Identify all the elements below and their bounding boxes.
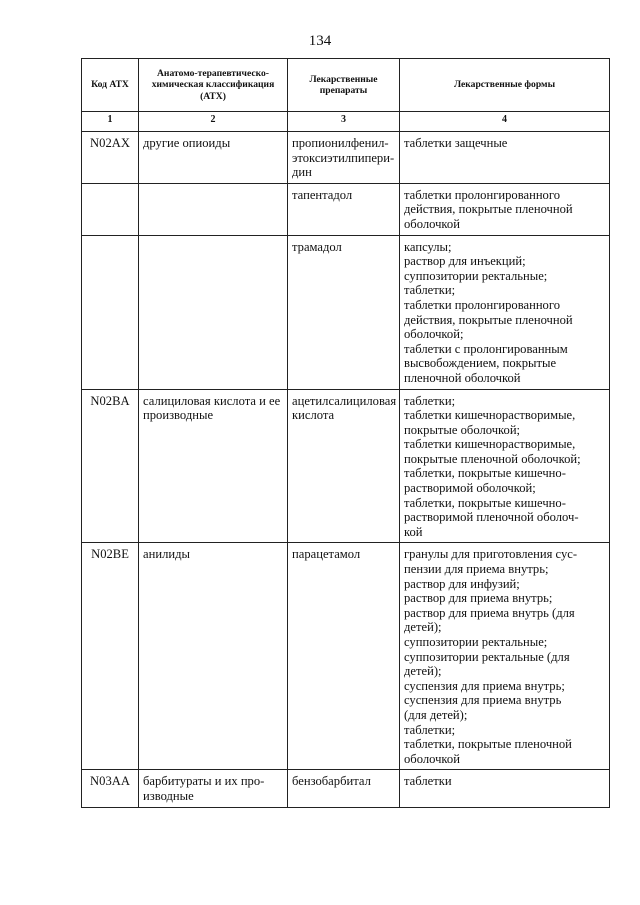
form-line: суппозитории ректальные (для [404, 649, 570, 664]
form-line: таблетки, покрытые пленочной [404, 737, 572, 752]
drug-line: бензобарбитал [292, 774, 371, 789]
form-line: суппозитории ректальные; [404, 268, 548, 283]
form-line: суспензия для приема внутрь [404, 693, 562, 708]
atx-code: N02BE [82, 543, 139, 770]
atx-code [82, 235, 139, 389]
drug-name [288, 132, 400, 184]
form-line: раствор для приема внутрь; [404, 591, 553, 606]
form-line: оболочкой [404, 751, 460, 766]
atx-classification: салициловая кислота и ее производные [139, 389, 288, 543]
form-line: таблетки [404, 774, 452, 789]
form-line: таблетки кишечнорастворимые, [404, 408, 576, 423]
header-classification: Анатомо-терапевтическо-химическая классификация (АТХ) [139, 59, 288, 112]
atx-classification [139, 183, 288, 235]
dosage-forms [400, 543, 610, 770]
atx-classification: анилиды [139, 543, 288, 770]
form-line: высвобождением, покрытые [404, 356, 557, 371]
dosage-forms [400, 235, 610, 389]
column-number: 3 [288, 112, 400, 132]
atx-code: N03AA [82, 770, 139, 807]
drug-line: пропионилфенил- [292, 136, 389, 150]
form-line: гранулы для приготовления сус- [404, 547, 578, 562]
header-code: Код АТХ [82, 59, 139, 112]
form-line: действия, покрытые пленочной [404, 202, 573, 217]
form-line: оболочкой; [404, 327, 464, 342]
form-line: таблетки кишечнорастворимые, [404, 437, 576, 452]
form-line: пленочной оболочкой [404, 370, 521, 385]
dosage-forms [400, 770, 610, 807]
form-line: (для детей); [404, 707, 468, 722]
form-line: таблетки; [404, 283, 456, 298]
form-line: раствор для приема внутрь (для [404, 605, 575, 620]
form-line: капсулы; [404, 239, 452, 254]
drug-name [288, 543, 400, 770]
atx-table [81, 58, 610, 808]
form-line: таблетки; [404, 722, 456, 737]
table-row [82, 389, 610, 543]
column-number: 4 [400, 112, 610, 132]
drug-name [288, 235, 400, 389]
form-line: раствор для инъекций; [404, 254, 526, 269]
form-line: таблетки; [404, 393, 456, 408]
drug-line: дин [292, 165, 312, 180]
form-line: детей); [404, 664, 442, 679]
page-number: 134 [308, 33, 332, 49]
form-line: оболочкой [404, 216, 460, 231]
drug-line: трамадол [292, 239, 342, 254]
dosage-forms [400, 183, 610, 235]
table-row [82, 543, 610, 770]
form-line: суспензия для приема внутрь; [404, 678, 565, 693]
atx-classification: другие опиоиды [139, 132, 288, 184]
atx-code: N02BA [82, 389, 139, 543]
atx-classification [139, 235, 288, 389]
atx-code [82, 183, 139, 235]
form-line: растворимой пленочной оболоч- [404, 510, 579, 525]
drug-line: ацетилсалициловая [292, 393, 397, 408]
form-line: покрытые пленочной оболочкой; [404, 451, 581, 466]
dosage-forms [400, 132, 610, 184]
drug-name [288, 389, 400, 543]
drug-name [288, 183, 400, 235]
drug-line: парацетамол [292, 547, 361, 562]
form-line: детей); [404, 620, 442, 635]
column-number-row [82, 112, 610, 132]
header-drugs: Лекарственные препараты [288, 59, 400, 112]
atx-code: N02AX [82, 132, 139, 184]
form-line: таблетки защечные [404, 136, 508, 150]
form-line: действия, покрытые пленочной [404, 312, 573, 327]
dosage-forms [400, 389, 610, 543]
form-line: раствор для инфузий; [404, 576, 520, 591]
form-line: суппозитории ректальные; [404, 635, 548, 649]
table-row [82, 183, 610, 235]
form-line: таблетки, покрытые кишечно- [404, 495, 566, 510]
form-line: кой [404, 524, 423, 539]
table-row [82, 770, 610, 807]
form-line: покрытые оболочкой; [404, 422, 521, 437]
drug-line: этоксиэтилпипери- [292, 150, 395, 165]
header-forms: Лекарственные формы [400, 59, 610, 112]
atx-classification: барбитураты и их про-изводные [139, 770, 288, 807]
column-number: 1 [82, 112, 139, 132]
form-line: пензии для приема внутрь; [404, 562, 549, 577]
drug-line: тапентадол [292, 187, 353, 202]
form-line: таблетки пролонгированного [404, 297, 561, 312]
form-line: растворимой оболочкой; [404, 481, 536, 496]
header-row [82, 59, 610, 112]
form-line: таблетки с пролонгированным [404, 341, 568, 356]
table-row [82, 132, 610, 184]
table-row [82, 235, 610, 389]
drug-line: кислота [292, 408, 335, 423]
column-number: 2 [139, 112, 288, 132]
form-line: таблетки, покрытые кишечно- [404, 466, 566, 481]
drug-name [288, 770, 400, 807]
form-line: таблетки пролонгированного [404, 187, 561, 202]
